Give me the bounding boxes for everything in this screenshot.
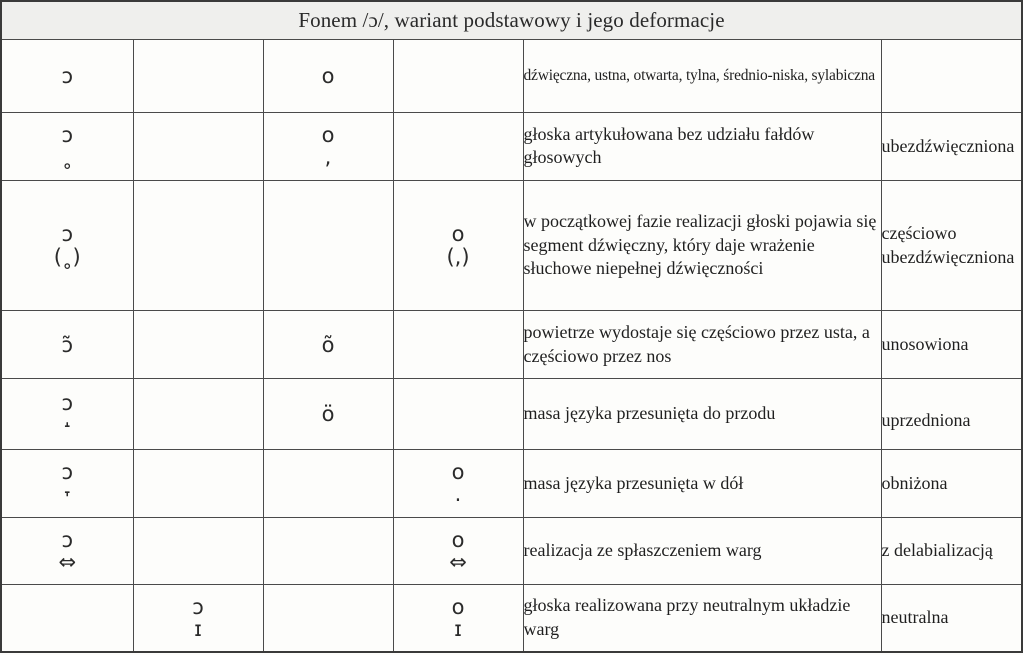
transcription-cell-3 bbox=[263, 39, 393, 113]
transcription-cell-1 bbox=[1, 585, 133, 652]
description-cell: powietrze wydostaje się częściowo przez usta, a częściowo przez nos bbox=[523, 311, 881, 378]
table-row bbox=[1, 113, 1022, 180]
term-cell: obniżona bbox=[881, 450, 1022, 517]
transcription-symbol: ɔ ˕ bbox=[61, 460, 74, 507]
transcription-cell-4 bbox=[393, 517, 523, 584]
transcription-cell-2 bbox=[133, 585, 263, 652]
transcription-symbol: ɔ ɪ bbox=[192, 594, 204, 642]
transcription-cell-2 bbox=[133, 180, 263, 311]
table-header-row bbox=[1, 1, 1022, 39]
transcription-symbol: o ɪ bbox=[451, 594, 465, 642]
transcription-symbol: õ bbox=[321, 332, 335, 357]
term-cell: neutralna bbox=[881, 585, 1022, 652]
description-cell: realizacja ze spłaszczeniem warg bbox=[523, 517, 881, 584]
table-row bbox=[1, 450, 1022, 517]
transcription-cell-4 bbox=[393, 450, 523, 517]
term-cell bbox=[881, 39, 1022, 113]
transcription-cell-3 bbox=[263, 180, 393, 311]
transcription-symbol: o (,) bbox=[446, 222, 470, 269]
transcription-symbol: o bbox=[321, 64, 335, 89]
transcription-cell-2 bbox=[133, 378, 263, 449]
description-cell: głoska artykułowana bez udziału fałdów głosowych bbox=[523, 113, 881, 180]
transcription-cell-4 bbox=[393, 180, 523, 311]
transcription-symbol: ɔ (˳) bbox=[53, 222, 81, 269]
description-cell: głoska realizowana przy neutralnym układzie warg bbox=[523, 585, 881, 652]
transcription-cell-3 bbox=[263, 378, 393, 449]
transcription-symbol: o . bbox=[451, 460, 465, 507]
term-cell: częściowo ubezdźwięczniona bbox=[881, 180, 1022, 311]
transcription-symbol: ɔ ˳ bbox=[61, 123, 74, 170]
term-cell: z delabializacją bbox=[881, 517, 1022, 584]
table-row bbox=[1, 311, 1022, 378]
transcription-cell-2 bbox=[133, 113, 263, 180]
transcription-cell-3 bbox=[263, 311, 393, 378]
transcription-cell-2 bbox=[133, 311, 263, 378]
transcription-cell-2 bbox=[133, 450, 263, 517]
transcription-cell-1 bbox=[1, 378, 133, 449]
description-cell: masa języka przesunięta w dół bbox=[523, 450, 881, 517]
transcription-cell-1 bbox=[1, 113, 133, 180]
transcription-cell-3 bbox=[263, 450, 393, 517]
transcription-cell-2 bbox=[133, 517, 263, 584]
transcription-cell-4 bbox=[393, 113, 523, 180]
transcription-cell-3 bbox=[263, 113, 393, 180]
transcription-symbol: ɔ bbox=[61, 64, 74, 89]
table-row bbox=[1, 39, 1022, 113]
transcription-cell-4 bbox=[393, 378, 523, 449]
table-row bbox=[1, 180, 1022, 311]
term-cell: unosowiona bbox=[881, 311, 1022, 378]
transcription-cell-1 bbox=[1, 39, 133, 113]
transcription-cell-4 bbox=[393, 39, 523, 113]
term-cell: ubezdźwięczniona bbox=[881, 113, 1022, 180]
description-cell: masa języka przesunięta do przodu bbox=[523, 378, 881, 449]
transcription-cell-1 bbox=[1, 311, 133, 378]
description-cell: dźwięczna, ustna, otwarta, tylna, średnio-niska, sylabiczna bbox=[523, 39, 881, 113]
table-row bbox=[1, 378, 1022, 449]
term-cell: uprzedniona bbox=[881, 378, 1022, 449]
transcription-cell-2 bbox=[133, 39, 263, 113]
transcription-cell-4 bbox=[393, 311, 523, 378]
table-row bbox=[1, 585, 1022, 652]
transcription-symbol: ö bbox=[321, 401, 335, 426]
table-title: Fonem /ɔ/, wariant podstawowy i jego deformacje bbox=[1, 1, 1022, 39]
transcription-symbol: o , bbox=[321, 123, 335, 170]
transcription-cell-3 bbox=[263, 585, 393, 652]
transcription-cell-1 bbox=[1, 450, 133, 517]
transcription-cell-1 bbox=[1, 517, 133, 584]
transcription-symbol: ɔ ⇔ bbox=[58, 527, 77, 574]
transcription-cell-3 bbox=[263, 517, 393, 584]
transcription-cell-1 bbox=[1, 180, 133, 311]
transcription-cell-4 bbox=[393, 585, 523, 652]
transcription-symbol: ɔ̃ bbox=[61, 332, 74, 357]
transcription-symbol: ɔ ˔ bbox=[61, 390, 74, 438]
description-cell: w początkowej fazie realizacji głoski pojawia się segment dźwięczny, który daje wrażenie słuchowe niepełnej dźwięczności bbox=[523, 180, 881, 311]
transcription-symbol: o ⇔ bbox=[449, 527, 467, 574]
table-row bbox=[1, 517, 1022, 584]
